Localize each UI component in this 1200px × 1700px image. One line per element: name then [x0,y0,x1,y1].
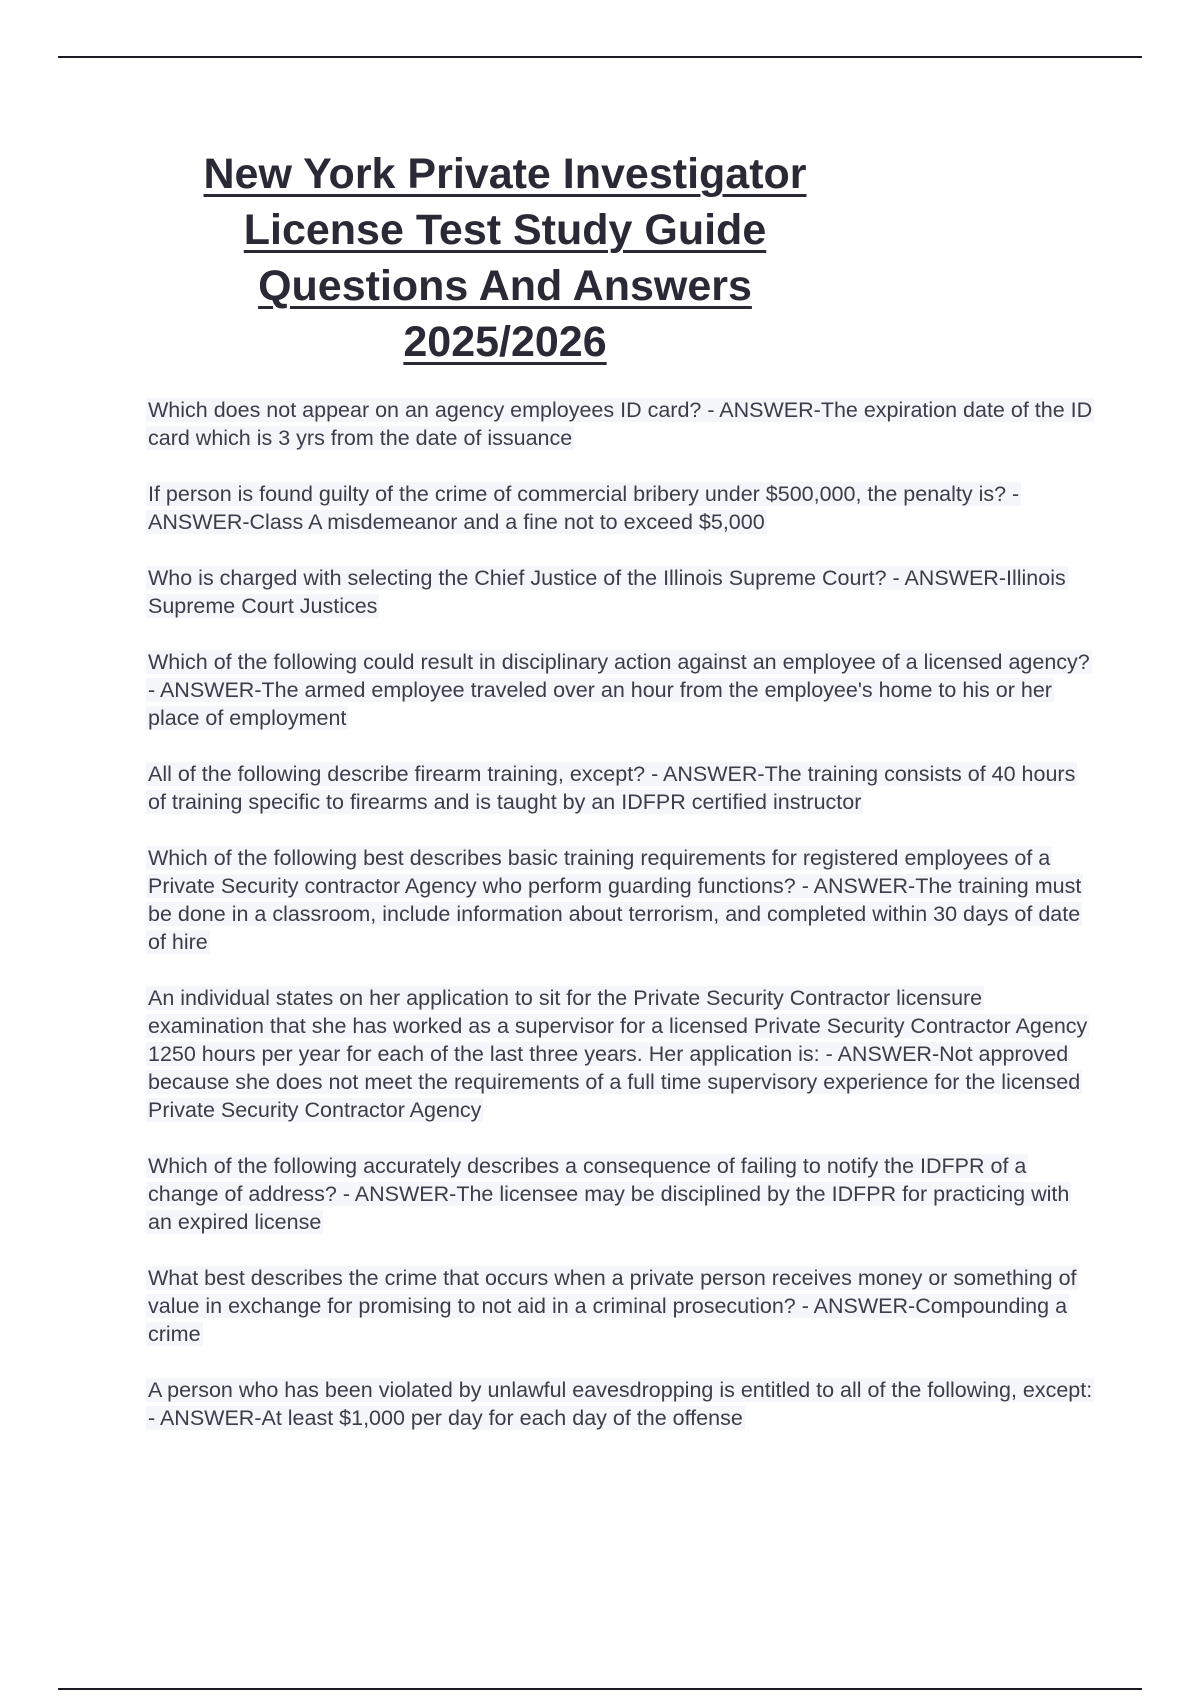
question-text: Which of the following best describes basic training requirements for registered employees of a Private Security contractor Agency who perform guarding functions? [148,846,1051,898]
answer-separator: - ANSWER- [701,398,821,422]
answer-separator: - ANSWER- [645,762,765,786]
question-text: Which of the following could result in disciplinary action against an employee of a licensed agency? [148,650,1090,674]
question-text: Who is charged with selecting the Chief Justice of the Illinois Supreme Court? [148,566,887,590]
answer-separator: - ANSWER- [148,1406,262,1430]
title-line: 2025/2026 [403,318,607,366]
answer-separator: - ANSWER- [148,678,262,702]
qa-item [146,480,1096,536]
answer-text: Not approved because she does not meet the requirements of a full time supervisory experience for the licensed Private Security Contractor Agency [148,1042,1081,1122]
answer-text: Compounding a crime [148,1294,1068,1346]
question-text: Which does not appear on an agency employees ID card? [148,398,702,422]
qa-item [146,1376,1096,1432]
question-text: All of the following describe firearm training, except? [148,762,646,786]
qa-item [146,396,1096,452]
title-line: New York Private Investigator [203,150,807,198]
answer-text: The licensee may be disciplined by the IDFPR for practicing with an expired license [148,1182,1070,1234]
answer-separator: - ANSWER- [148,482,1020,534]
qa-item [146,1152,1096,1236]
answer-separator: - ANSWER- [795,1294,916,1318]
answer-text: The training consists of 40 hours of training specific to firearms and is taught by an IDFPR certified instructor [148,762,1076,814]
qa-list [146,396,1096,1460]
answer-text: Illinois Supreme Court Justices [148,566,1066,618]
qa-item [146,564,1096,620]
title-line: License Test Study Guide [243,206,767,254]
answer-text: Class A misdemeanor and a fine not to exceed $5,000 [249,510,765,534]
question-text: Which of the following accurately describes a consequence of failing to notify the IDFPR of a change of address? [148,1154,1027,1206]
qa-item [146,648,1096,732]
top-rule [58,56,1142,58]
qa-item [146,760,1096,816]
answer-text: The training must be done in a classroom, include information about terrorism, and completed within 30 days of date of hire [148,874,1082,954]
answer-separator: - ANSWER- [886,566,1006,590]
qa-item [146,844,1096,956]
answer-text: The expiration date of the ID card which is 3 yrs from the date of issuance [148,398,1093,450]
qa-item [146,1264,1096,1348]
answer-separator: - ANSWER- [795,874,916,898]
bottom-rule [58,1688,1142,1690]
question-text: What best describes the crime that occurs when a private person receives money or something of value in exchange for promising to not aid in a criminal prosecution? [148,1266,1077,1318]
answer-separator: - ANSWER- [336,1182,457,1206]
answer-separator: - ANSWER- [819,1042,940,1066]
answer-text: The armed employee traveled over an hour from the employee's home to his or her place of employment [148,678,1052,730]
document-title [100,146,910,370]
question-text: An individual states on her application to sit for the Private Security Contractor licensure examination that she has worked as a supervisor for a licensed Private Security Contractor Agency 1250 hours per year for each of the last three years. Her application is: [148,986,1088,1066]
question-text: A person who has been violated by unlawful eavesdropping is entitled to all of the following, except: [148,1378,1093,1402]
question-text: If person is found guilty of the crime of commercial bribery under $500,000, the penalty is? [148,482,1007,506]
answer-text: At least $1,000 per day for each day of the offense [261,1406,743,1430]
title-line: Questions And Answers [258,262,752,310]
qa-item [146,984,1096,1124]
